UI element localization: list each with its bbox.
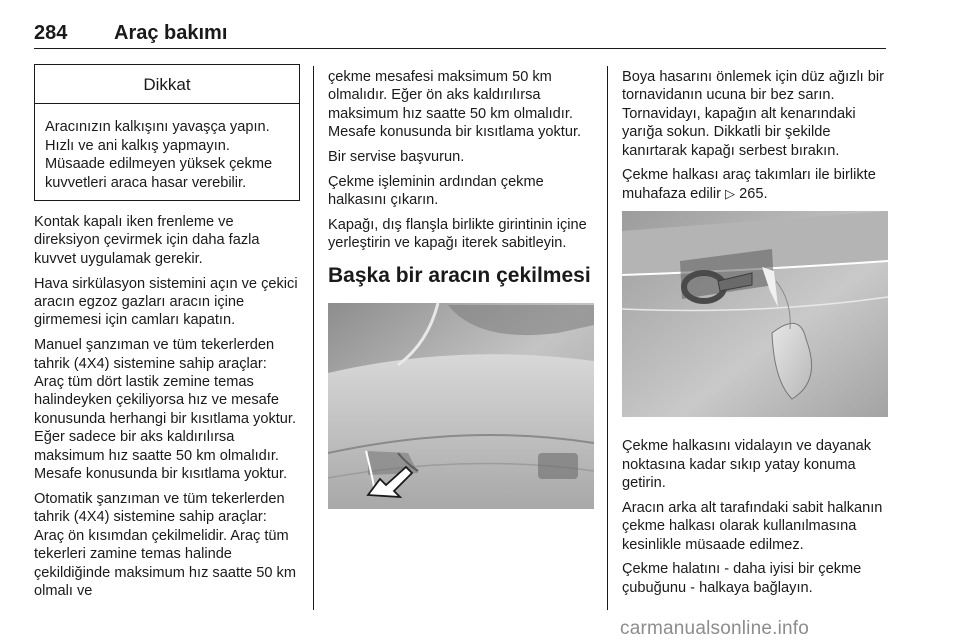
page-title: Araç bakımı xyxy=(114,22,228,44)
watermark: carmanualsonline.info xyxy=(620,618,810,639)
rear-bumper-image xyxy=(328,303,594,509)
towing-eye-illustration xyxy=(622,211,888,417)
towing-eye-image xyxy=(622,211,888,417)
page-number: 284 xyxy=(34,22,68,44)
paragraph: çekme mesafesi maksimum 50 km olmalıdır. Eğer ön aks kaldırılırsa maksimum hız saatte 50 km olmalıdır. Mesafe konusunda bir kısıtlama yoktur. xyxy=(328,69,582,141)
caution-title: Dikkat xyxy=(35,65,299,104)
column-2 xyxy=(328,68,594,519)
paragraph: Çekme halkasını vidalayın ve dayanak noktasına kadar sıkıp yatay konuma getirin. xyxy=(622,438,872,492)
caution-text: Aracınızın kalkışını yavaşça yapın. Hızlı ve ani kalkış yapmayın. Müsaade edilmeyen yüksek çekme kuvvetleri araca hasar verebilir. xyxy=(45,119,273,191)
column-divider xyxy=(313,66,314,610)
paragraph: Boya hasarını önlemek için düz ağızlı bir tornavidanın ucuna bir bez sarın. Tornavidayı, kapağın alt kenarındaki yarığa sokun. Dikkatli bir şekilde kanırtarak kapağı serbest bırakın. xyxy=(622,69,885,159)
paragraph: Bir servise başvurun. xyxy=(328,149,465,166)
paragraph-with-reference xyxy=(622,166,888,203)
paragraph: Kapağı, dış flanşla birlikte girintinin içine yerleştirin ve kapağı iterek sabitleyin. xyxy=(328,217,587,252)
column-1 xyxy=(34,64,300,607)
page-header xyxy=(34,18,886,49)
column-3 xyxy=(622,68,888,604)
paragraph: Hava sirkülasyon sistemini açın ve çekici aracın egzoz gazları aracın içine girmemesi için camları kapatın. xyxy=(34,275,298,329)
caution-box xyxy=(34,64,300,201)
rear-bumper-illustration xyxy=(328,303,594,509)
paragraph: Çekme halatını - daha iyisi bir çekme çubuğunu - halkaya bağlayın. xyxy=(622,561,862,596)
page-reference-icon: ▷ xyxy=(725,185,736,201)
paragraph: Kontak kapalı iken frenleme ve direksiyon çevirmek için daha fazla kuvvet uygulamak gerekir. xyxy=(34,214,260,267)
paragraph: Otomatik şanzıman ve tüm tekerlerden tahrik (4X4) sistemine sahip araçlar: Araç ön kısımdan çekilmelidir. Araç tüm tekerleri zamine temas halinde çekildiğinde maksimum hız saatte 50 km olmalı ve xyxy=(34,490,296,599)
reference-text: Çekme halkası araç takımları ile birlikte muhafaza edilir xyxy=(622,167,876,202)
paragraph: Manuel şanzıman ve tüm tekerlerden tahrik (4X4) sistemine sahip araçlar: Araç tüm dört lastik zemine temas halindeyken çekiliyorsa hız ve mesafe konusunda herhangi bir kısıtlama yoktur. Eğer sadece bir aks kaldırılırsa maksimum hız saatte 50 km olmalıdır. Mesafe konusunda bir kısıtlama yoktur. xyxy=(34,337,297,483)
paragraph: Aracın arka alt tarafındaki sabit halkanın çekme halkası olarak kullanılmasına kesinlikle müsaade edilmez. xyxy=(622,499,883,553)
column-divider xyxy=(607,66,608,610)
paragraph: Çekme işleminin ardından çekme halkasını çıkarın. xyxy=(328,173,544,209)
section-heading: Başka bir aracın çekilmesi xyxy=(328,263,591,287)
reference-page: 265. xyxy=(739,185,768,202)
